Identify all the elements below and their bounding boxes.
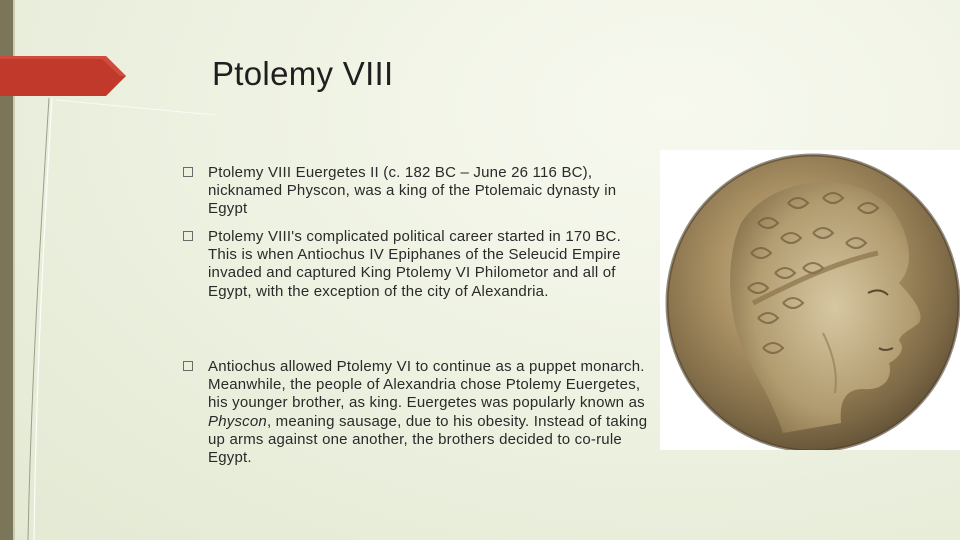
bullet-text-part: Antiochus allowed Ptolemy VI to continue as a puppet monarch. Meanwhile, the people of Alexandria chose Ptolemy Euergetes, his younger brother, as king. Euergetes was popularly known as [208, 358, 645, 412]
coin-portrait-image [663, 153, 960, 450]
title-accent-arrow [0, 56, 128, 96]
bullet-text [208, 358, 653, 467]
bullet-box-icon [183, 167, 193, 177]
bullet-item [183, 164, 653, 219]
bullet-box-icon [183, 231, 193, 241]
bullet-text: Ptolemy VIII Euergetes II (c. 182 BC – June 26 116 BC), nicknamed Physcon, was a king of the Ptolemaic dynasty in Egypt [208, 164, 617, 218]
bullet-text: Ptolemy VIII's complicated political career started in 170 BC. This is when Antiochus IV Epiphanes of the Seleucid Empire invaded and captured King Ptolemy VI Philometor and all of Egypt, with the exception of the city of Alexandria. [208, 228, 621, 300]
bullet-box-icon [183, 361, 193, 371]
bullet-item [183, 228, 653, 301]
slide-title: Ptolemy VIII [212, 55, 394, 92]
bullet-text-italic: Physcon [208, 412, 267, 430]
bullet-text-part: , meaning sausage, due to his obesity. Instead of taking up arms against one another, the brothers decided to co-rule Egypt. [208, 412, 648, 467]
bullet-item [183, 358, 653, 467]
